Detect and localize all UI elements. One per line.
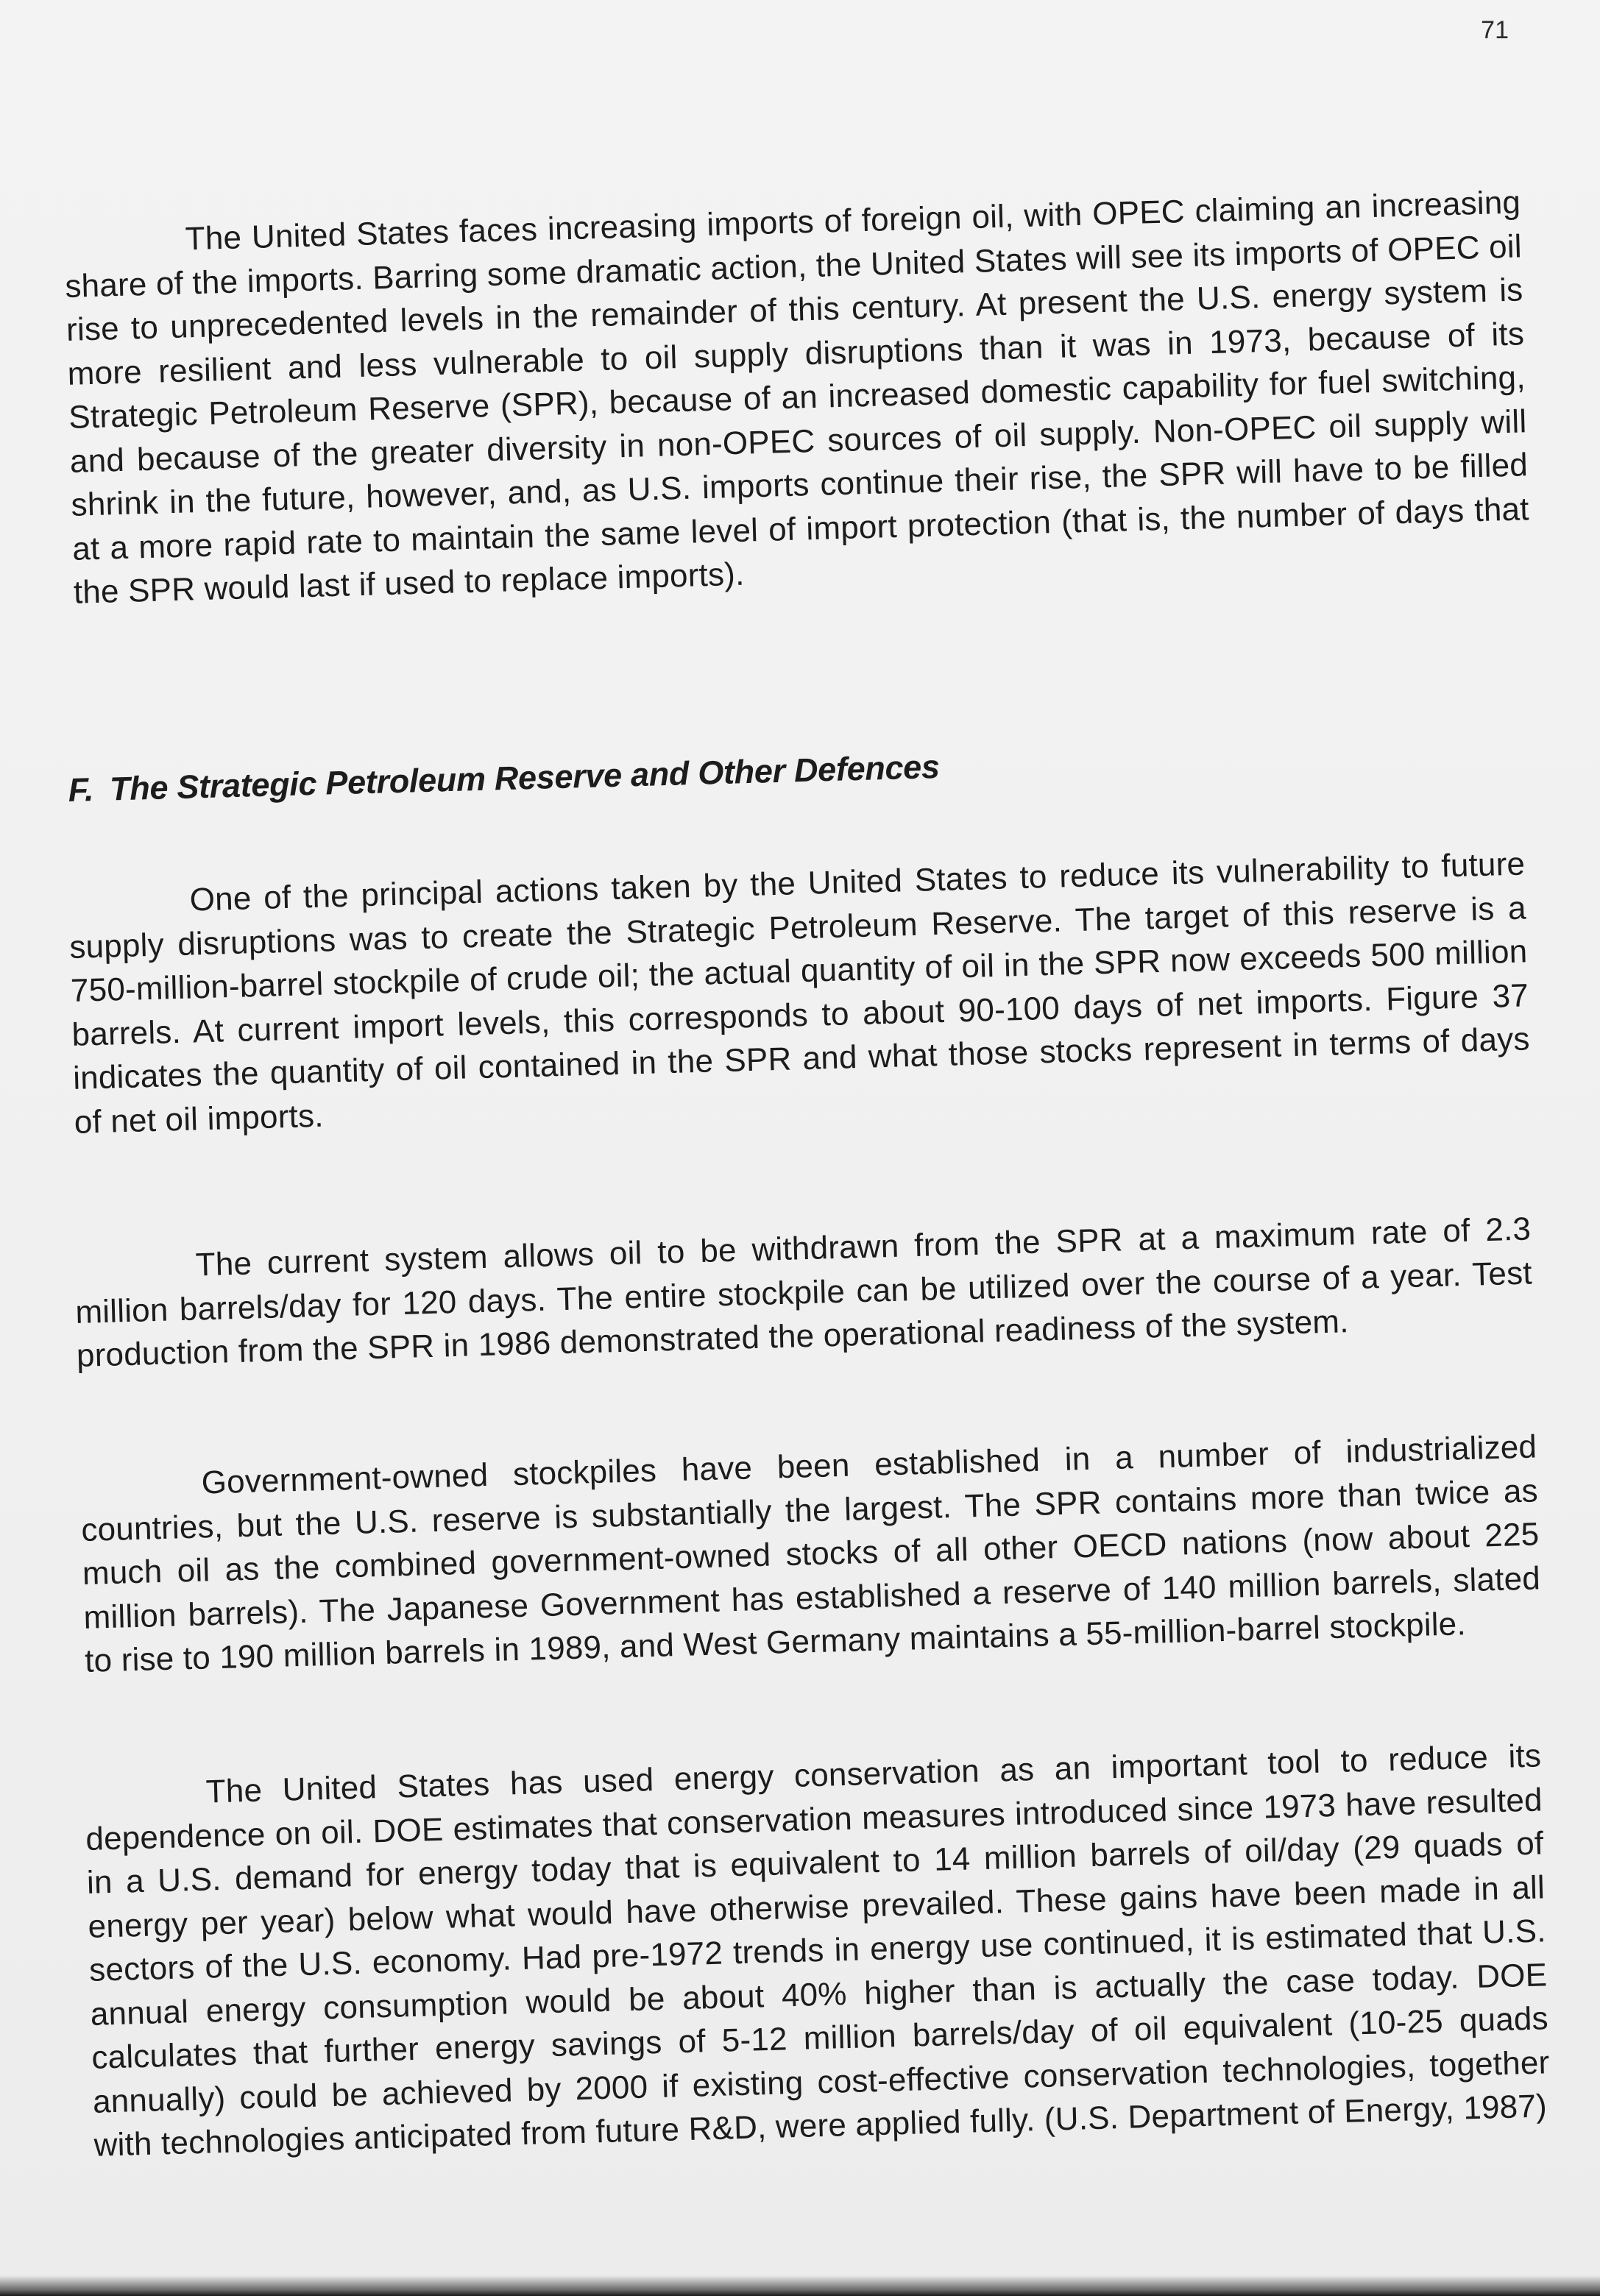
paragraph-spr <box>68 842 1532 1144</box>
paragraph-stockpiles <box>79 1425 1542 1683</box>
paragraph-body: The United States has used energy conservation as an important tool to reduce its dependence on oil. DOE estimates that conservation measures introduced since 1973 have resulted in a U.S. demand for energy today that is equivalent to 14 million barrels of oil/day (29 quads of energy per year) below what would have otherwise prevailed. These gains have been made in all sectors of the U.S. economy. Had pre-1972 trends in energy use continued, it is estimated that U.S. annual energy consumption would be about 40% higher than is actually the case today. DOE calculates that further energy savings of 5-12 million barrels/day of oil equivalent (10-25 quads annually) could be achieved by 2000 if existing cost-effective conservation technologies, together with technologies anticipated from future R&D, were applied fully. (U.S. Department of Energy, 1987) <box>85 1737 1551 2164</box>
paragraph-text <box>63 180 1531 614</box>
section-title: The Strategic Petroleum Reserve and Other Defences <box>109 747 941 808</box>
paragraph-text <box>68 842 1532 1144</box>
paragraph-oil-imports <box>63 180 1531 614</box>
page-bottom-shadow <box>0 2275 1600 2296</box>
page-number: 71 <box>1481 16 1509 44</box>
section-letter: F. <box>68 770 94 809</box>
paragraph-body: The current system allows oil to be withdrawn from the SPR at a maximum rate of 2.3 million barrels/day for 120 days. The entire stockpile can be utilized over the course of a year. Test production from the SPR in 1986 demonstrated the operational readiness of the system. <box>74 1211 1533 1374</box>
section-heading <box>68 748 940 809</box>
paragraph-text <box>84 1734 1551 2167</box>
paragraph-text <box>79 1425 1542 1683</box>
paragraph-body: One of the principal actions taken by the United States to reduce its vulnerability to future supply disruptions was to create the Strategic Petroleum Reserve. The target of this reserve is a 750-million-barrel stockpile of crude oil; the actual quantity of oil in the SPR now exceeds 500 million barrels. At current import levels, this corresponds to about 90-100 days of net imports. Figure 37 indicates the quantity of oil contained in the SPR and what those stocks represent in terms of days of net oil imports. <box>68 846 1531 1141</box>
paragraph-body: The United States faces increasing imports of foreign oil, with OPEC claiming an increasing share of the imports. Barring some dramatic action, the United States will see its imports of OPEC oil rise to unprecedented levels in the remainder of this century. At present the U.S. energy system is more resilient and less vulnerable to oil supply disruptions than it was in 1973, because of its Strategic Petroleum Reserve (SPR), because of an increased domestic capability for fuel switching, and because of the greater diversity in non-OPEC sources of oil supply. Non-OPEC oil supply will shrink in the future, however, and, as U.S. imports continue their rise, the SPR will have to be filled at a more rapid rate to maintain the same level of import protection (that is, the number of days that the SPR would last if used to replace imports). <box>64 184 1530 611</box>
paragraph-text <box>74 1207 1534 1378</box>
paragraph-withdrawal <box>74 1207 1534 1378</box>
paragraph-conservation <box>84 1734 1551 2167</box>
paragraph-body: Government-owned stockpiles have been established in a number of industrialized countries, but the U.S. reserve is substantially the largest. The SPR contains more than twice as much oil as the combined government-owned stocks of all other OECD nations (now about 225 million barrels). The Japanese Government has established a reserve of 140 million barrels, slated to rise to 190 million barrels in 1989, and West Germany maintains a 55-million-barrel stockpile. <box>80 1428 1541 1679</box>
